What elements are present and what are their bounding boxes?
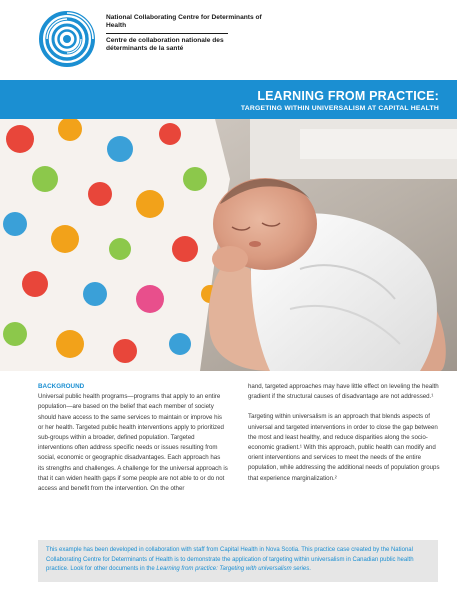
section-heading: BACKGROUND <box>38 383 85 390</box>
document-header <box>0 0 457 80</box>
collaboration-note <box>38 540 438 582</box>
right-paragraph-1: hand, targeted approaches may have little effect on leveling the health gradient if the structural causes of disadvantage are not addressed.¹ <box>248 383 439 401</box>
title-banner <box>0 80 457 119</box>
right-column <box>248 382 440 484</box>
org-divider <box>106 33 228 34</box>
newborn-baby-photo <box>0 119 457 371</box>
note-text-end: . <box>309 566 311 573</box>
note-series-title: Learning from practice: Targeting with universalism series <box>156 566 310 573</box>
org-name-english: National Collaborating Centre for Determinants of Health <box>106 14 262 29</box>
page-title: LEARNING FROM PRACTICE: <box>257 89 439 103</box>
org-name-french: Centre de collaboration nationale des déterminants de la santé <box>106 37 224 52</box>
right-paragraph-2: Targeting within universalism is an approach that blends aspects of universal and targeted interventions in order to close the gap between the most and least healthy, and reduce disparities along the socio-economic gradient.¹ With this approach, public health can modify and orient interventions and services to meet the needs of the entire population, while addressing the additional needs of population groups that experience marginalization.² <box>248 413 440 482</box>
ncc-swirl-logo-icon <box>38 10 96 68</box>
page-subtitle: TARGETING WITHIN UNIVERSALISM AT CAPITAL HEALTH <box>240 105 439 112</box>
background-column <box>38 382 228 494</box>
note-text: This example has been developed in collaboration with staff from Capital Health in Nova Scotia. This practice case created by the National Collaborating Centre for Determinants of Health is to demonstrate the application of targeting within universalism in Canadian public health practice. Look for other documents in the <box>46 547 414 573</box>
organization-name <box>106 14 266 53</box>
background-paragraph: Universal public health programs—programs that apply to an entire population—are based on the belief that each member of society should have access to the same services to maintain or improve his or her health. Targeted public health interventions apply to prioritized sub-groups within a broader, defined population. Targeted interventions often address specific needs or issues resulting from social, economic or geographic disadvantages. Each approach has its strengths and challenges. A challenge for the universal approach is that it can widen health gaps if some people are not able to or do not access and benefit from the intervention. On the other <box>38 393 228 493</box>
